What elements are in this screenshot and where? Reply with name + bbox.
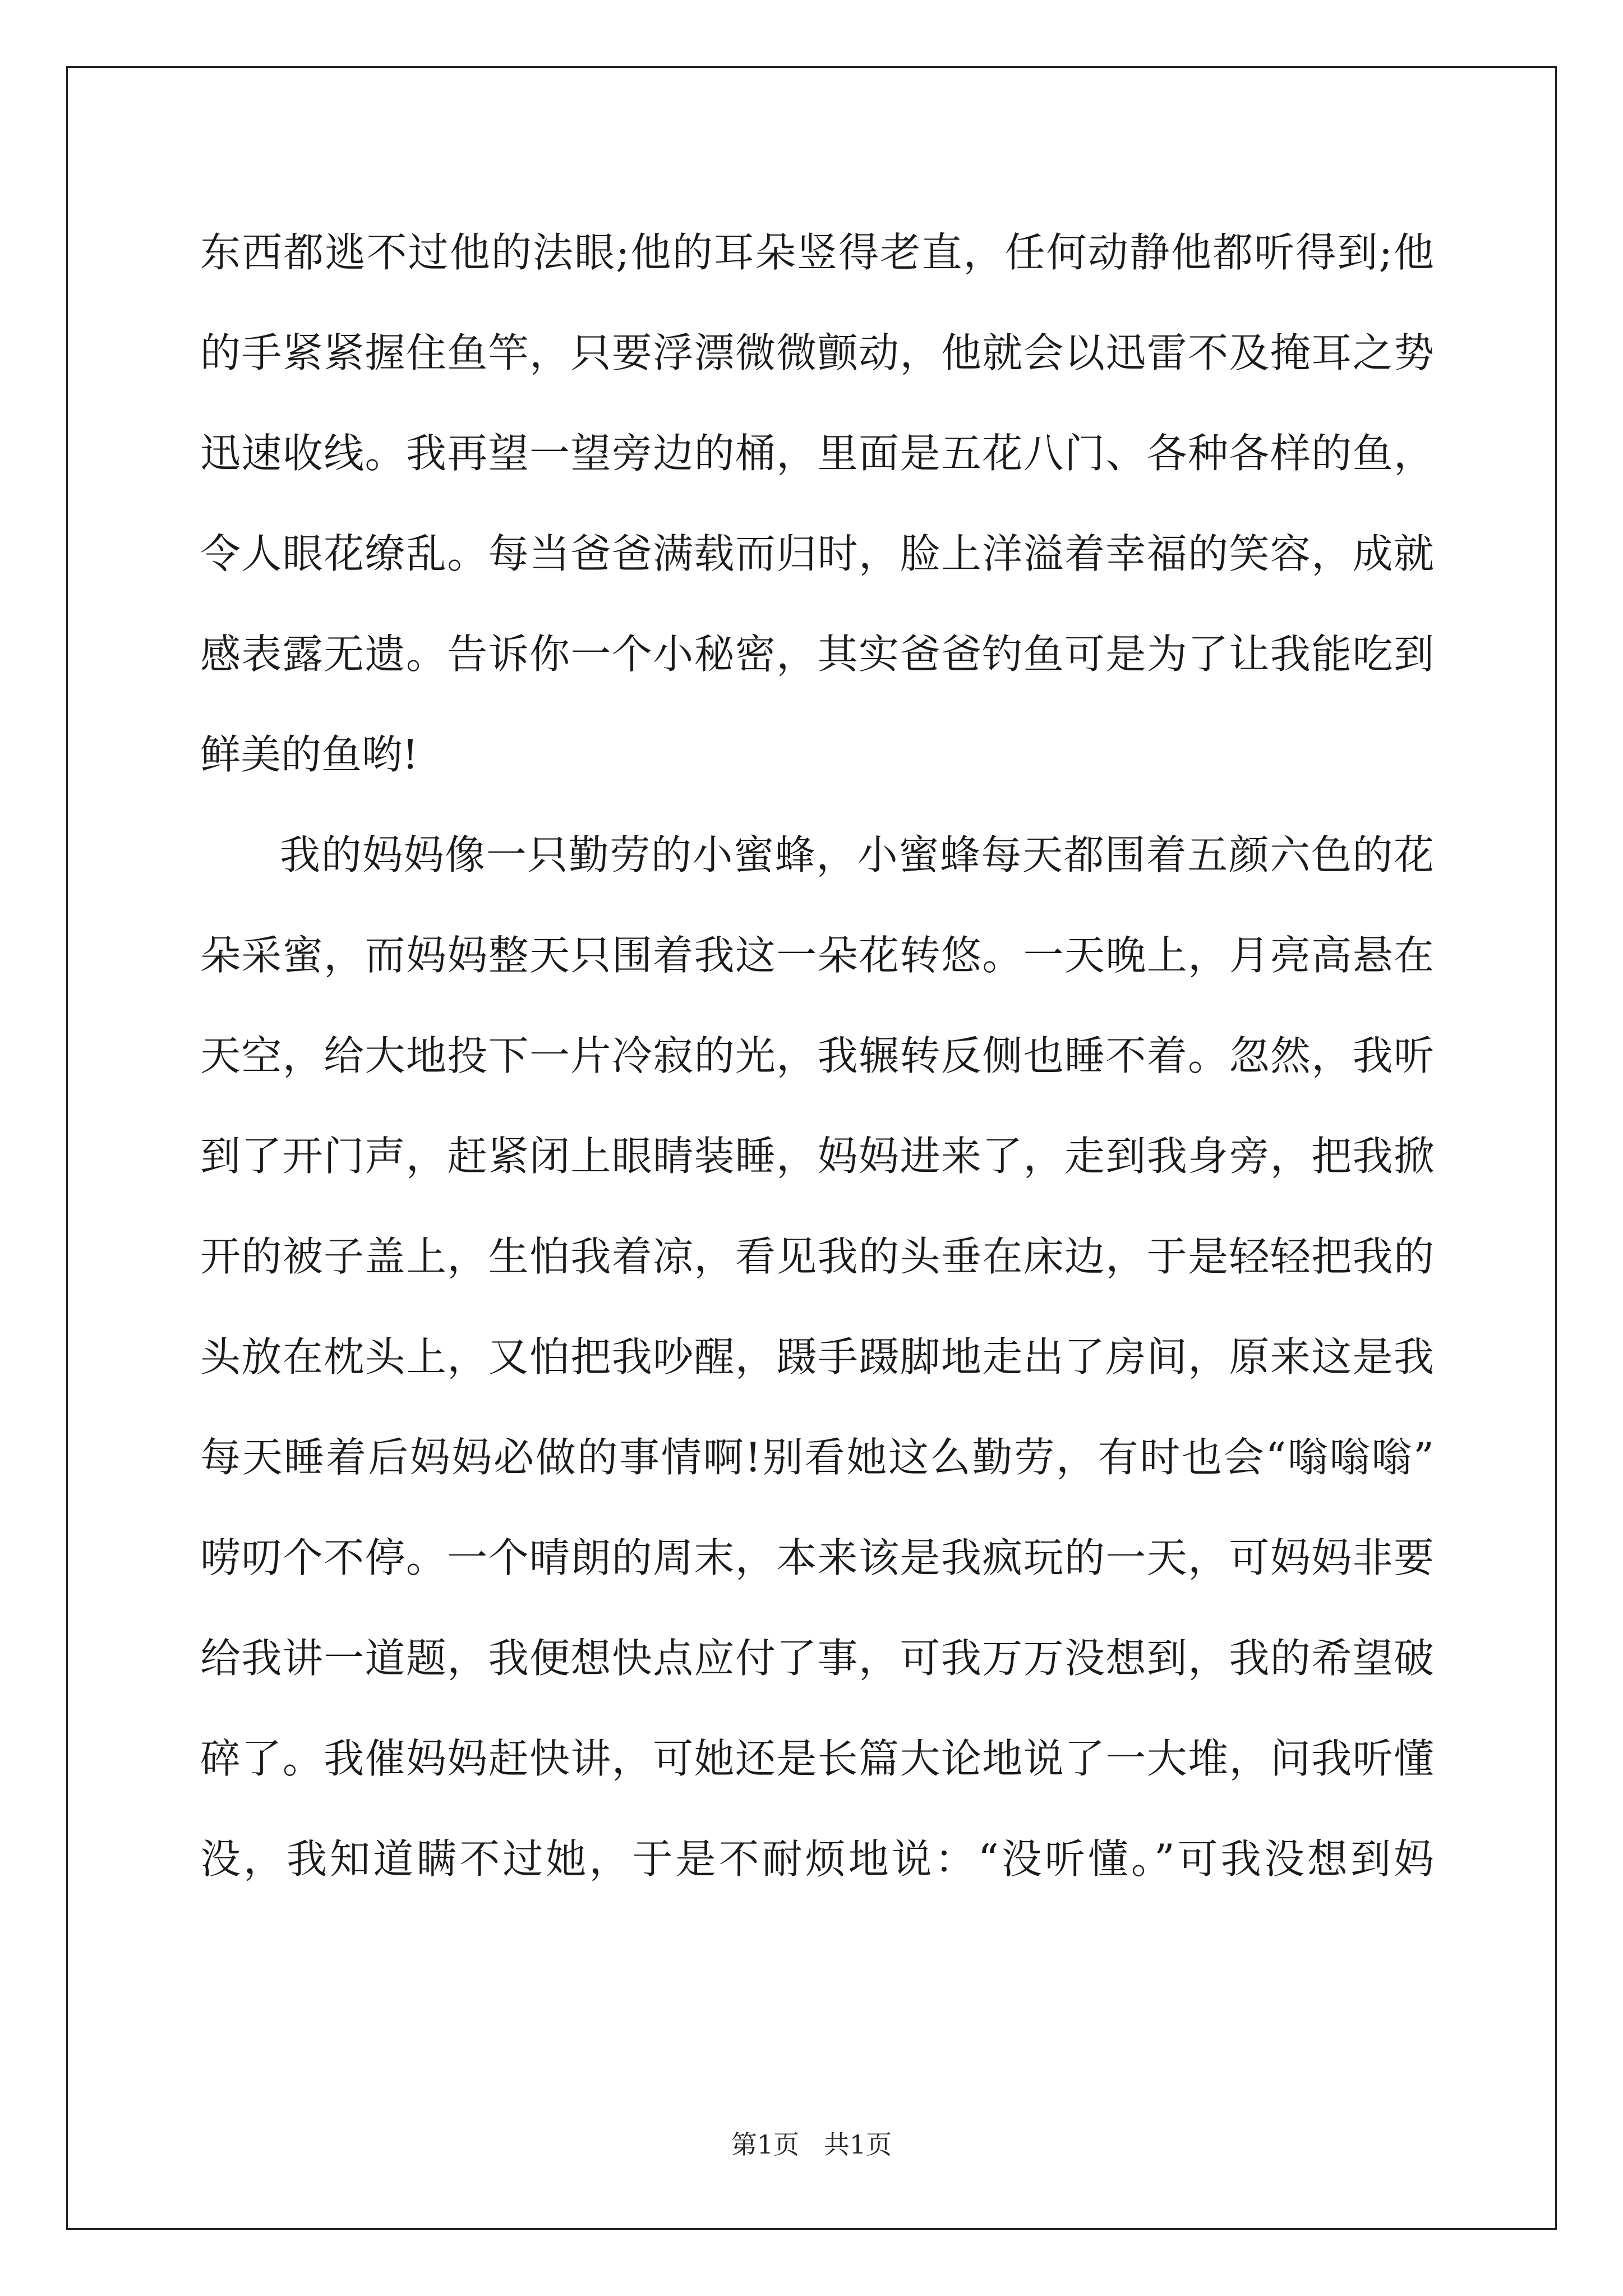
text-line-5: 感表露无遗。告诉你一个小秘密，其实爸爸钓鱼可是为了让我能吃到 xyxy=(200,631,1434,678)
text-line-10: 到了开门声，赶紧闭上眼睛装睡，妈妈进来了，走到我身旁，把我掀 xyxy=(200,1133,1434,1180)
text-line-4: 令人眼花缭乱。每当爸爸满载而归时，脸上洋溢着幸福的笑容，成就 xyxy=(200,530,1434,577)
text-line-3: 迅速收线。我再望一望旁边的桶，里面是五花八门、各种各样的鱼， xyxy=(200,430,1434,477)
text-line-2: 的手紧紧握住鱼竿，只要浮漂微微颤动，他就会以迅雷不及掩耳之势 xyxy=(200,329,1434,376)
text-line-17: 没，我知道瞒不过她，于是不耐烦地说：“没听懂。”可我没想到妈 xyxy=(200,1835,1434,1883)
text-line-12: 头放在枕头上，又怕把我吵醒，蹑手蹑脚地走出了房间，原来这是我 xyxy=(200,1333,1434,1381)
text-line-16: 碎了。我催妈妈赶快讲，可她还是长篇大论地说了一大堆，问我听懂 xyxy=(200,1735,1434,1782)
text-line-14: 唠叨个不停。一个晴朗的周末，本来该是我疯玩的一天，可妈妈非要 xyxy=(200,1534,1434,1581)
text-line-11: 开的被子盖上，生怕我着凉，看见我的头垂在床边，于是轻轻把我的 xyxy=(200,1233,1434,1280)
page-footer: 第1页 共1页 xyxy=(731,2129,892,2160)
text-line-1: 东西都逃不过他的法眼;他的耳朵竖得老直，任何动静他都听得到;他 xyxy=(200,229,1434,276)
text-line-6: 鲜美的鱼哟! xyxy=(200,731,418,778)
text-line-13: 每天睡着后妈妈必做的事情啊!别看她这么勤劳，有时也会“嗡嗡嗡” xyxy=(200,1434,1434,1481)
text-line-9: 天空，给大地投下一片冷寂的光，我辗转反侧也睡不着。忽然，我听 xyxy=(200,1032,1434,1079)
text-line-15: 给我讲一道题，我便想快点应付了事，可我万万没想到，我的希望破 xyxy=(200,1635,1434,1682)
text-line-8: 朵采蜜，而妈妈整天只围着我这一朵花转悠。一天晚上，月亮高悬在 xyxy=(200,932,1434,979)
text-line-7: 我的妈妈像一只勤劳的小蜜蜂，小蜜蜂每天都围着五颜六色的花 xyxy=(280,831,1434,878)
